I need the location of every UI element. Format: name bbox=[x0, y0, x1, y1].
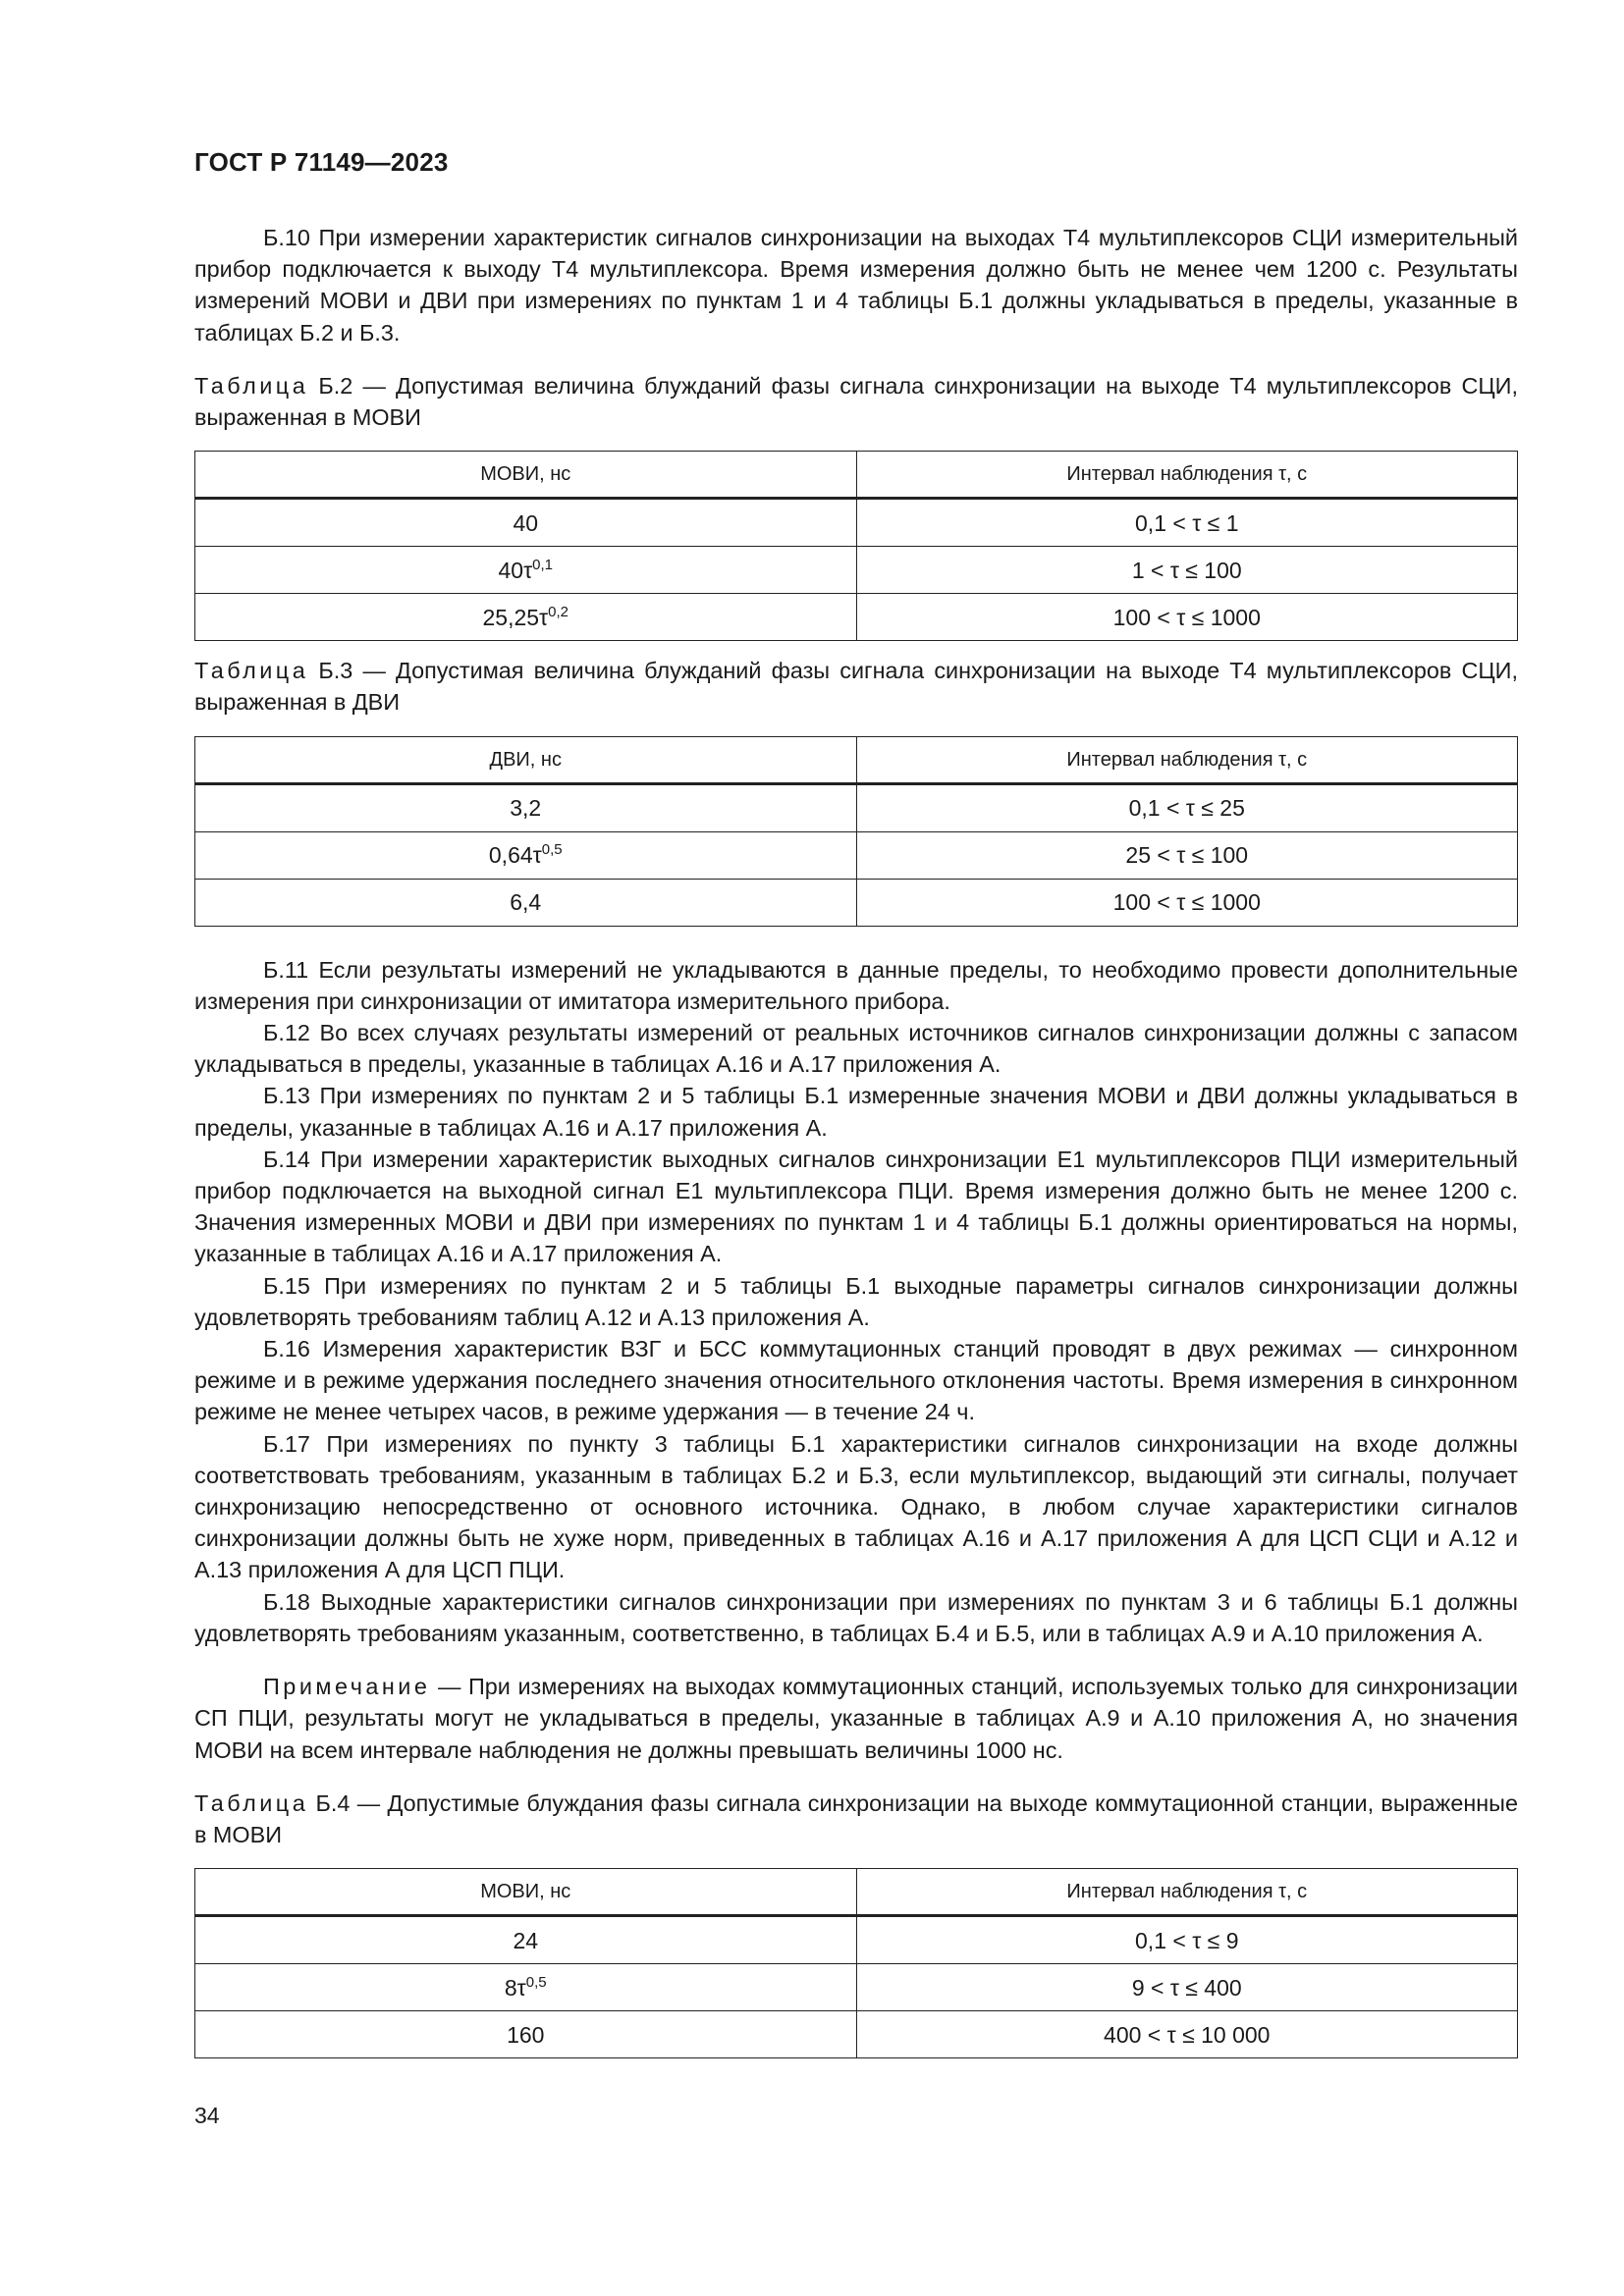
interval-cell: 0,1 < τ ≤ 9 bbox=[856, 1916, 1518, 1964]
table-caption-label: Таблица bbox=[194, 658, 309, 684]
table-row bbox=[195, 2011, 1518, 2058]
value-cell: 160 bbox=[195, 2011, 857, 2058]
table-b2 bbox=[194, 451, 1518, 641]
column-header: ДВИ, нс bbox=[195, 736, 857, 783]
value-cell: $0,64\tau^{0,5}$ bbox=[195, 831, 857, 879]
interval-cell: 0,1 < τ ≤ 1 bbox=[856, 499, 1518, 547]
table-caption-label: Таблица bbox=[194, 372, 309, 399]
value-cell: 6,4 bbox=[195, 879, 857, 926]
table-b3 bbox=[194, 736, 1518, 927]
note bbox=[194, 1671, 1518, 1766]
paragraph-b11: Б.11 Если результаты измерений не укладываются в данные пределы, то необходимо провести дополнительные измерения при синхронизации от имитатора измерительного прибора. bbox=[194, 956, 1518, 1014]
table-row bbox=[195, 547, 1518, 594]
column-header: Интервал наблюдения τ, с bbox=[856, 1869, 1518, 1916]
paragraph-b18: Б.18 Выходные характеристики сигналов синхронизации при измерениях по пунктам 3 и 6 таблицы Б.1 должны удовлетворять требованиям указанным, соответственно, в таблицах Б.4 и Б.5, или в таблицах А.9 и А.10 приложения А. bbox=[194, 1588, 1518, 1646]
interval-cell: 1 < τ ≤ 100 bbox=[856, 547, 1518, 594]
column-header: Интервал наблюдения τ, с bbox=[856, 736, 1518, 783]
note-text: — При измерениях на выходах коммутационных станций, используемых только для синхронизации СП ПЦИ, результаты могут не укладываться в пределы, указанные в таблицах А.9 и А.10 приложения А, но значения МОВИ на всем интервале наблюдения не должны превышать величины 1000 нс. bbox=[194, 1674, 1518, 1763]
interval-cell: 100 < τ ≤ 1000 bbox=[856, 879, 1518, 926]
table-caption-text: Б.4 — Допустимые блуждания фазы сигнала синхронизации на выходе коммутационной станции, выраженные в МОВИ bbox=[194, 1789, 1518, 1847]
column-header: Интервал наблюдения τ, с bbox=[856, 452, 1518, 499]
document-body bbox=[194, 222, 1518, 2072]
table-row bbox=[195, 831, 1518, 879]
paragraph-b16: Б.16 Измерения характеристик ВЗГ и БСС коммутационных станций проводят в двух режимах — синхронном режиме и в режиме удержания последнего значения относительного отклонения частоты. Время измерения в синхронном режиме не менее четырех часов, в режиме удержания — в течение 24 ч. bbox=[194, 1336, 1518, 1425]
table-b4 bbox=[194, 1868, 1518, 2058]
table-caption-label: Таблица bbox=[194, 1789, 309, 1816]
table-caption-b2 bbox=[194, 370, 1518, 433]
page-number: 34 bbox=[194, 2103, 220, 2128]
value-cell: 24 bbox=[195, 1916, 857, 1964]
table-caption-text: Б.2 — Допустимая величина блужданий фазы сигнала синхронизации на выходе Т4 мультиплексоров СЦИ, выраженная в МОВИ bbox=[194, 372, 1518, 431]
table-row bbox=[195, 1964, 1518, 2011]
interval-cell: 0,1 < τ ≤ 25 bbox=[856, 783, 1518, 831]
table-caption-text: Б.3 — Допустимая величина блужданий фазы сигнала синхронизации на выходе Т4 мультиплексоров СЦИ, выраженная в ДВИ bbox=[194, 658, 1518, 716]
interval-cell: 100 < τ ≤ 1000 bbox=[856, 594, 1518, 641]
value-cell: $8\tau^{0,5}$ bbox=[195, 1964, 857, 2011]
paragraph-b14: Б.14 При измерении характеристик выходных сигналов синхронизации Е1 мультиплексоров ПЦИ измерительный прибор подключается на выходной сигнал Е1 мультиплексора ПЦИ. Время измерения должно быть не менее 1200 с. Значения измеренных МОВИ и ДВИ при измерениях по пунктам 1 и 4 таблицы Б.1 должны ориентироваться на нормы, указанные в таблицах А.16 и А.17 приложения А. bbox=[194, 1146, 1518, 1267]
table-caption-b3 bbox=[194, 655, 1518, 718]
value-cell: 40 bbox=[195, 499, 857, 547]
paragraph-b10: Б.10 При измерении характеристик сигналов синхронизации на выходах Т4 мультиплексоров СЦИ измерительный прибор подключается к выходу Т4 мультиплексора. Время измерения должно быть не менее чем 1200 с. Результаты измерений МОВИ и ДВИ при измерениях по пунктам 1 и 4 таблицы Б.1 должны укладываться в пределы, указанные в таблицах Б.2 и Б.3. bbox=[194, 225, 1518, 346]
table-row bbox=[195, 879, 1518, 926]
table-row bbox=[195, 499, 1518, 547]
interval-cell: 25 < τ ≤ 100 bbox=[856, 831, 1518, 879]
paragraph-b13: Б.13 При измерениях по пунктам 2 и 5 таблицы Б.1 измеренные значения МОВИ и ДВИ должны укладываться в пределы, указанные в таблицах А.16 и А.17 приложения А. bbox=[194, 1083, 1518, 1141]
column-header: МОВИ, нс bbox=[195, 452, 857, 499]
table-caption-b4 bbox=[194, 1788, 1518, 1850]
value-cell: $40\tau^{0,1}$ bbox=[195, 547, 857, 594]
interval-cell: 400 < τ ≤ 10 000 bbox=[856, 2011, 1518, 2058]
value-cell: $25,25\tau^{0,2}$ bbox=[195, 594, 857, 641]
note-label: Примечание bbox=[263, 1674, 431, 1700]
table-row bbox=[195, 783, 1518, 831]
interval-cell: 9 < τ ≤ 400 bbox=[856, 1964, 1518, 2011]
paragraph-b12: Б.12 Во всех случаях результаты измерений от реальных источников сигналов синхронизации должны с запасом укладываться в пределы, указанные в таблицах А.16 и А.17 приложения А. bbox=[194, 1020, 1518, 1078]
table-row bbox=[195, 594, 1518, 641]
document-header: ГОСТ Р 71149—2023 bbox=[194, 147, 449, 177]
paragraph-b15: Б.15 При измерениях по пунктам 2 и 5 таблицы Б.1 выходные параметры сигналов синхронизации должны удовлетворять требованиям таблиц А.12 и А.13 приложения А. bbox=[194, 1272, 1518, 1330]
paragraph-b17: Б.17 При измерениях по пункту 3 таблицы Б.1 характеристики сигналов синхронизации на входе должны соответствовать требованиям, указанным в таблицах Б.2 и Б.3, если мультиплексор, выдающий эти сигналы, получает синхронизацию непосредственно от основного источника. Однако, в любом случае характеристики сигналов синхронизации должны быть не хуже норм, приведенных в таблицах А.16 и А.17 приложения А для ЦСП СЦИ и А.12 и А.13 приложения А для ЦСП ПЦИ. bbox=[194, 1430, 1518, 1583]
value-cell: 3,2 bbox=[195, 783, 857, 831]
table-row bbox=[195, 1916, 1518, 1964]
column-header: МОВИ, нс bbox=[195, 1869, 857, 1916]
